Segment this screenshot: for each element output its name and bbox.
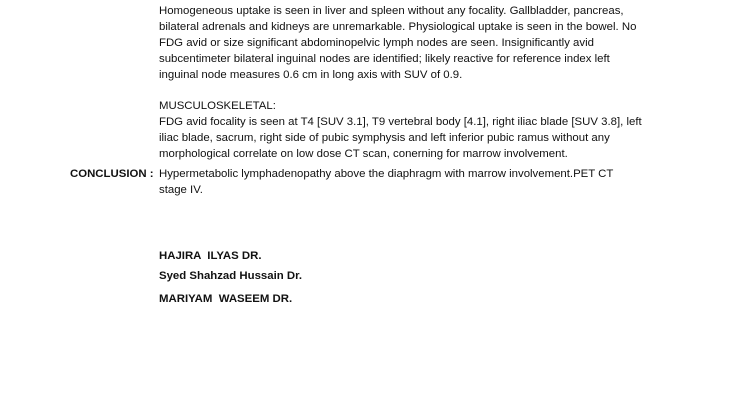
conclusion-text (159, 166, 679, 198)
conclusion-line: stage IV. (159, 184, 203, 196)
musculoskeletal-line: FDG avid focality is seen at T4 [SUV 3.1], T9 vertebral body [4.1], right iliac blade [SUV 3.8], left (159, 116, 642, 128)
conclusion-label: CONCLUSION : (70, 168, 154, 180)
signatory-name: HAJIRA ILYAS DR. (159, 250, 262, 262)
abdomen-findings (159, 3, 679, 83)
abdomen-line: bilateral adrenals and kidneys are unremarkable. Physiological uptake is seen in the bowel. No (159, 21, 637, 33)
signatory-name: Syed Shahzad Hussain Dr. (159, 270, 303, 282)
conclusion-line: Hypermetabolic lymphadenopathy above the diaphragm with marrow involvement.PET CT (159, 168, 614, 180)
musculoskeletal-heading: MUSCULOSKELETAL: (159, 100, 276, 112)
musculoskeletal-line: iliac blade, sacrum, right side of pubic symphysis and left inferior pubic ramus without any (159, 132, 610, 144)
musculoskeletal-section (159, 98, 679, 162)
abdomen-line: Homogeneous uptake is seen in liver and spleen without any focality. Gallbladder, pancreas, (159, 5, 624, 17)
abdomen-line: FDG avid or size significant abdominopelvic lymph nodes are seen. Insignificantly avid (159, 37, 594, 49)
musculoskeletal-line: morphological correlate on low dose CT scan, conerning for marrow involvement. (159, 148, 568, 160)
signatory-name: MARIYAM WASEEM DR. (159, 293, 293, 305)
abdomen-line: subcentimeter bilateral inguinal nodes are identified; likely reactive for reference index left (159, 53, 610, 65)
abdomen-line: inguinal node measures 0.6 cm in long axis with SUV of 0.9. (159, 69, 463, 81)
